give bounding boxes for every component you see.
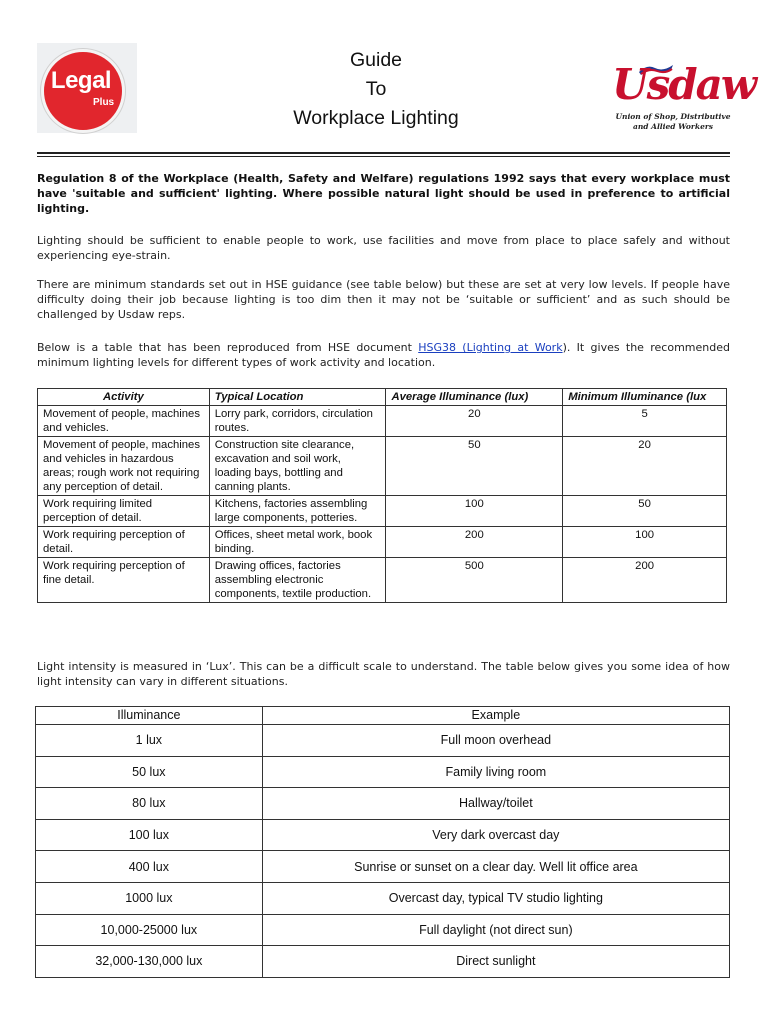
minimum-lux-cell: 5 bbox=[563, 406, 727, 437]
illuminance-cell: 50 lux bbox=[36, 756, 263, 788]
location-cell: Lorry park, corridors, circulation routes. bbox=[209, 406, 386, 437]
illuminance-cell: 1000 lux bbox=[36, 882, 263, 914]
illuminance-cell: 100 lux bbox=[36, 819, 263, 851]
average-lux-cell: 50 bbox=[386, 437, 563, 496]
activity-cell: Work requiring perception of fine detail. bbox=[38, 558, 210, 603]
table-row bbox=[38, 527, 727, 558]
activity-cell: Work requiring limited perception of detail. bbox=[38, 496, 210, 527]
illuminance-examples-table bbox=[35, 706, 730, 978]
table-row bbox=[36, 756, 730, 788]
table-row bbox=[38, 558, 727, 603]
minimum-standards-paragraph: There are minimum standards set out in HSE guidance (see table below) but these are set at very low levels. If people have difficulty doing their job because lighting is too dim then it may not be ‘suitable or sufficient’ and as such should be challenged by Usdaw reps. bbox=[37, 278, 730, 321]
lux-explanation-paragraph: Light intensity is measured in ‘Lux’. This can be a difficult scale to understand. The table below gives you some idea of how light intensity can vary in different situations. bbox=[37, 660, 730, 688]
legal-logo-subtext: Plus bbox=[93, 97, 115, 108]
table-row bbox=[36, 851, 730, 883]
header-average-illuminance: Average Illuminance (lux) bbox=[386, 389, 563, 406]
hsg38-link[interactable]: HSG38 (Lighting at Work bbox=[418, 341, 563, 354]
header-illuminance: Illuminance bbox=[36, 707, 263, 725]
table-row bbox=[38, 437, 727, 496]
example-cell: Family living room bbox=[262, 756, 729, 788]
usdaw-logo bbox=[608, 58, 756, 142]
example-cell: Full daylight (not direct sun) bbox=[262, 914, 729, 946]
example-cell: Overcast day, typical TV studio lighting bbox=[262, 882, 729, 914]
activity-cell: Movement of people, machines and vehicles. bbox=[38, 406, 210, 437]
legal-plus-logo bbox=[37, 43, 137, 133]
hse-text-before: Below is a table that has been reproduced from HSE document bbox=[37, 341, 419, 354]
table-row bbox=[36, 819, 730, 851]
minimum-lux-cell: 100 bbox=[563, 527, 727, 558]
header-divider bbox=[37, 152, 730, 154]
location-cell: Offices, sheet metal work, book binding. bbox=[209, 527, 386, 558]
average-lux-cell: 100 bbox=[386, 496, 563, 527]
illuminance-cell: 80 lux bbox=[36, 788, 263, 820]
header-typical-location: Typical Location bbox=[209, 389, 386, 406]
example-cell: Sunrise or sunset on a clear day. Well lit office area bbox=[262, 851, 729, 883]
table-row bbox=[36, 914, 730, 946]
minimum-lux-cell: 20 bbox=[563, 437, 727, 496]
average-lux-cell: 200 bbox=[386, 527, 563, 558]
location-cell: Construction site clearance, excavation and soil work, loading bays, bottling and canning plants. bbox=[209, 437, 386, 496]
minimum-lux-cell: 50 bbox=[563, 496, 727, 527]
usdaw-tagline bbox=[614, 112, 732, 132]
table-header-row bbox=[38, 389, 727, 406]
table-row bbox=[38, 496, 727, 527]
illuminance-cell: 400 lux bbox=[36, 851, 263, 883]
illuminance-cell: 32,000-130,000 lux bbox=[36, 946, 263, 978]
header-divider-thin bbox=[37, 156, 730, 157]
activity-cell: Movement of people, machines and vehicles in hazardous areas; rough work not requiring any perception of detail. bbox=[38, 437, 210, 496]
header-activity: Activity bbox=[38, 389, 210, 406]
recommended-lighting-table bbox=[37, 388, 727, 603]
title-line-2: To bbox=[365, 78, 387, 100]
title-line-3: Workplace Lighting bbox=[293, 107, 459, 129]
illuminance-cell: 1 lux bbox=[36, 725, 263, 757]
illuminance-cell: 10,000-25000 lux bbox=[36, 914, 263, 946]
title-line-1: Guide bbox=[349, 49, 403, 71]
document-title bbox=[236, 46, 516, 133]
average-lux-cell: 500 bbox=[386, 558, 563, 603]
header-example: Example bbox=[262, 707, 729, 725]
table-row bbox=[36, 882, 730, 914]
legal-logo-text: Legal bbox=[50, 67, 112, 94]
location-cell: Drawing offices, factories assembling electronic components, textile production. bbox=[209, 558, 386, 603]
usdaw-tagline-line-2: and Allied Workers bbox=[632, 122, 714, 131]
table-header-row bbox=[36, 707, 730, 725]
hse-table-paragraph bbox=[37, 340, 730, 370]
table-row bbox=[36, 788, 730, 820]
location-cell: Kitchens, factories assembling large components, potteries. bbox=[209, 496, 386, 527]
example-cell: Full moon overhead bbox=[262, 725, 729, 757]
hse-text-after: ). It gives the recommended minimum lighting levels for different types of work activity and location. bbox=[37, 341, 730, 369]
usdaw-logo-text: Usdaw bbox=[612, 60, 756, 109]
example-cell: Hallway/toilet bbox=[262, 788, 729, 820]
minimum-lux-cell: 200 bbox=[563, 558, 727, 603]
regulation-paragraph: Regulation 8 of the Workplace (Health, Safety and Welfare) regulations 1992 says that every workplace must have 'suitable and sufficient' lighting. Where possible natural light should be used in preference to artificial lighting. bbox=[37, 172, 730, 215]
activity-cell: Work requiring perception of detail. bbox=[38, 527, 210, 558]
example-cell: Direct sunlight bbox=[262, 946, 729, 978]
header-minimum-illuminance: Minimum Illuminance (lux bbox=[563, 389, 727, 406]
example-cell: Very dark overcast day bbox=[262, 819, 729, 851]
average-lux-cell: 20 bbox=[386, 406, 563, 437]
lighting-sufficient-paragraph: Lighting should be sufficient to enable people to work, use facilities and move from place to place safely and without experiencing eye-strain. bbox=[37, 234, 730, 262]
table-row bbox=[38, 406, 727, 437]
table-row bbox=[36, 946, 730, 978]
table-row bbox=[36, 725, 730, 757]
usdaw-tagline-line-1: Union of Shop, Distributive bbox=[615, 112, 731, 121]
